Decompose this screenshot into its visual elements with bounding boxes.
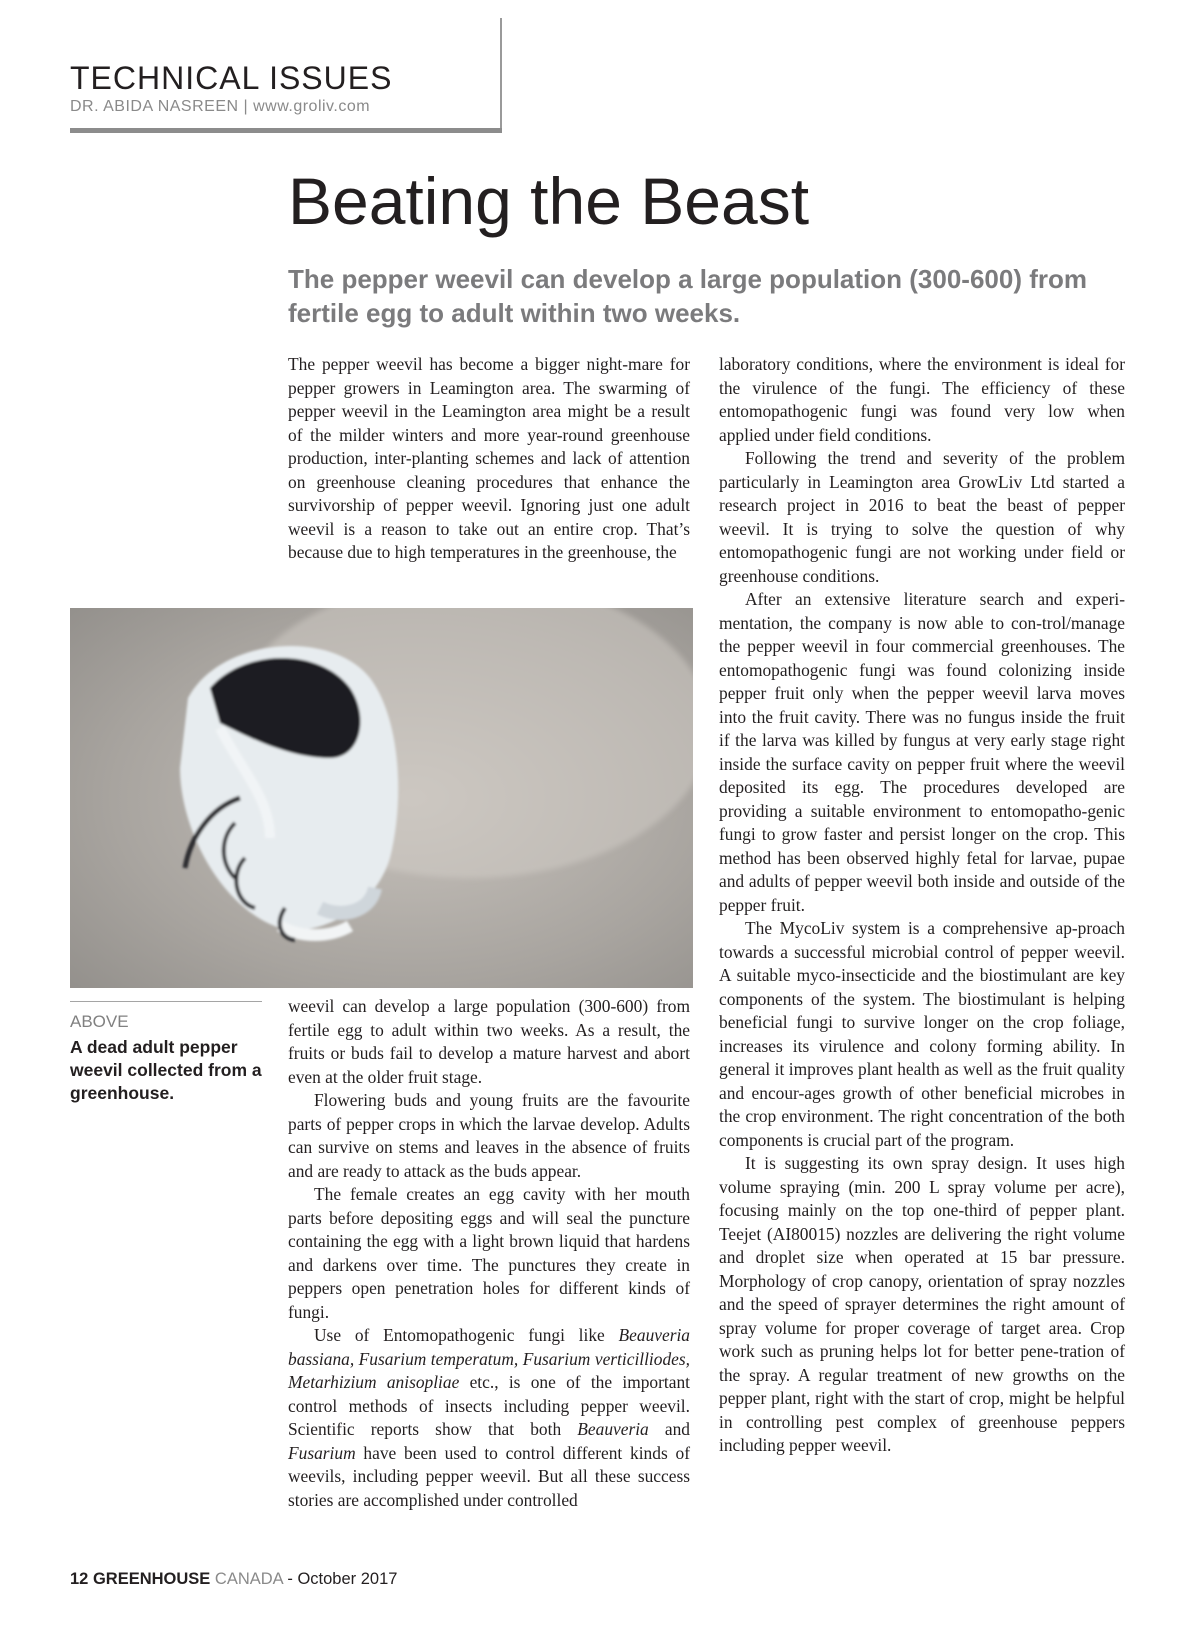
magazine-name-light: CANADA <box>214 1570 283 1588</box>
body-column-1-bottom <box>288 995 690 1512</box>
caption-text: A dead adult pepper weevil collected from a greenhouse. <box>70 1037 262 1103</box>
caption-label: ABOVE <box>70 1012 129 1031</box>
body-column-2 <box>719 353 1125 1458</box>
text-run: etc., is one of the important control methods of insects including pepper weevil. Scientific reports show that both <box>288 1372 690 1439</box>
species-names: Beauveria bassiana, Fusarium temperatum, Fusarium verticilliodes, Metarhizium anisopliae <box>288 1325 690 1392</box>
caption-rule <box>70 1001 262 1002</box>
paragraph: The MycoLiv system is a comprehensive ap-proach towards a successful microbial control of pepper weevil. A suitable myco-insecticide and the biostimulant are key components of the system. The biostimulant is helping beneficial fungi to survive longer on the crop foliage, increases its virulence and colony forming ability. In general it improves plant health as well as the fruit quality and encour-ages growth of other beneficial microbes in the crop environment. The right concentration of the both components is crucial part of the program. <box>719 918 1125 1150</box>
magazine-name: GREENHOUSE <box>92 1570 211 1588</box>
article-headline: Beating the Beast <box>288 164 810 238</box>
text-run: have been used to control different kinds of weevils, including pepper weevil. But all these success stories are accomplished under controlled <box>288 1442 690 1510</box>
header-vertical-rule <box>500 18 502 130</box>
genus-name: Fusarium <box>288 1442 356 1463</box>
page-footer <box>70 1570 397 1589</box>
byline: DR. ABIDA NASREEN | www.groliv.com <box>70 98 371 115</box>
page-number: 12 <box>70 1570 89 1588</box>
body-column-1-top <box>288 353 690 565</box>
paragraph: Following the trend and severity of the problem particularly in Leamington area GrowLiv Ltd started a research project in 2016 to beat the beast of pepper weevil. It is trying to solve the question of why entomopathogenic fungi are not working under field or greenhouse conditions. <box>719 448 1125 586</box>
paragraph: It is suggesting its own spray design. It uses high volume spraying (min. 200 L spray volume per acre), focusing mainly on the top one-third of pepper plant. Teejet (AI80015) nozzles are delivering the right volume and droplet size when operated at 15 bar pressure. Morphology of crop canopy, orientation of spray nozzles and the speed of sprayer determines the right amount of spray volume for proper coverage of target area. Crop work such as pruning helps lot for better pene-tration of the spray. A regular treatment of new growths on the pepper plant, right with the start of crop, might be helpful in controlling pest complex of greenhouse peppers including pepper weevil. <box>719 1153 1125 1455</box>
paragraph: After an extensive literature search and experi-mentation, the company is now able to con-trol/manage the pepper weevil in four commercial greenhouses. The entomopathogenic fungi was found colonizing inside pepper fruit only when the pepper weevil larva moves into the fruit cavity. There was no fungus inside the fruit if the larva was killed by fungus at very early stage right inside the surface cavity on pepper fruit where the weevil deposited its egg. The procedures developed are providing a suitable environment to entomopatho-genic fungi to grow faster and persist longer on the crop. This method has been observed highly fetal for larvae, pupae and adults of pepper weevil both inside and outside of the pepper fruit. <box>719 589 1125 915</box>
paragraph: Flowering buds and young fruits are the favourite parts of pepper crops in which the larvae develop. Adults can survive on stems and leaves in the absence of fruits and are ready to attack as the buds appear. <box>288 1090 690 1181</box>
section-title: TECHNICAL ISSUES <box>70 60 393 96</box>
paragraph: laboratory conditions, where the environment is ideal for the virulence of the fungi. The efficiency of these entomopathogenic fungi was found very low when applied under field conditions. <box>719 354 1125 445</box>
paragraph: The female creates an egg cavity with her mouth parts before depositing eggs and will seal the puncture containing the egg with a light brown liquid that hardens and darkens over time. The punctures they create in peppers open penetration holes for different kinds of fungi. <box>288 1184 690 1322</box>
paragraph: The pepper weevil has become a bigger night-mare for pepper growers in Leamington area. The swarming of pepper weevil in the Leamington area might be a result of the milder winters and more year-round greenhouse production, inter-planting schemes and lack of attention on greenhouse cleaning procedures that enhance the survivorship of pepper weevil. Ignoring just one adult weevil is a reason to take out an entire crop. That’s because due to high temperatures in the greenhouse, the <box>288 354 690 562</box>
section-header <box>70 62 392 116</box>
paragraph: weevil can develop a large population (300-600) from fertile egg to adult within two weeks. As a result, the fruits or buds fail to develop a mature harvest and abort even at the older fruit stage. <box>288 996 690 1087</box>
text-run: Use of Entomopathogenic fungi like <box>314 1325 619 1345</box>
weevil-photo <box>70 608 693 988</box>
paragraph-fungi <box>288 1324 690 1512</box>
genus-name: Beauveria <box>577 1419 649 1439</box>
issue-date: - October 2017 <box>287 1570 398 1588</box>
article-deck: The pepper weevil can develop a large population (300-600) from fertile egg to adult within two weeks. <box>288 264 1087 328</box>
text-run: and <box>648 1419 690 1439</box>
header-horizontal-rule <box>70 128 502 133</box>
